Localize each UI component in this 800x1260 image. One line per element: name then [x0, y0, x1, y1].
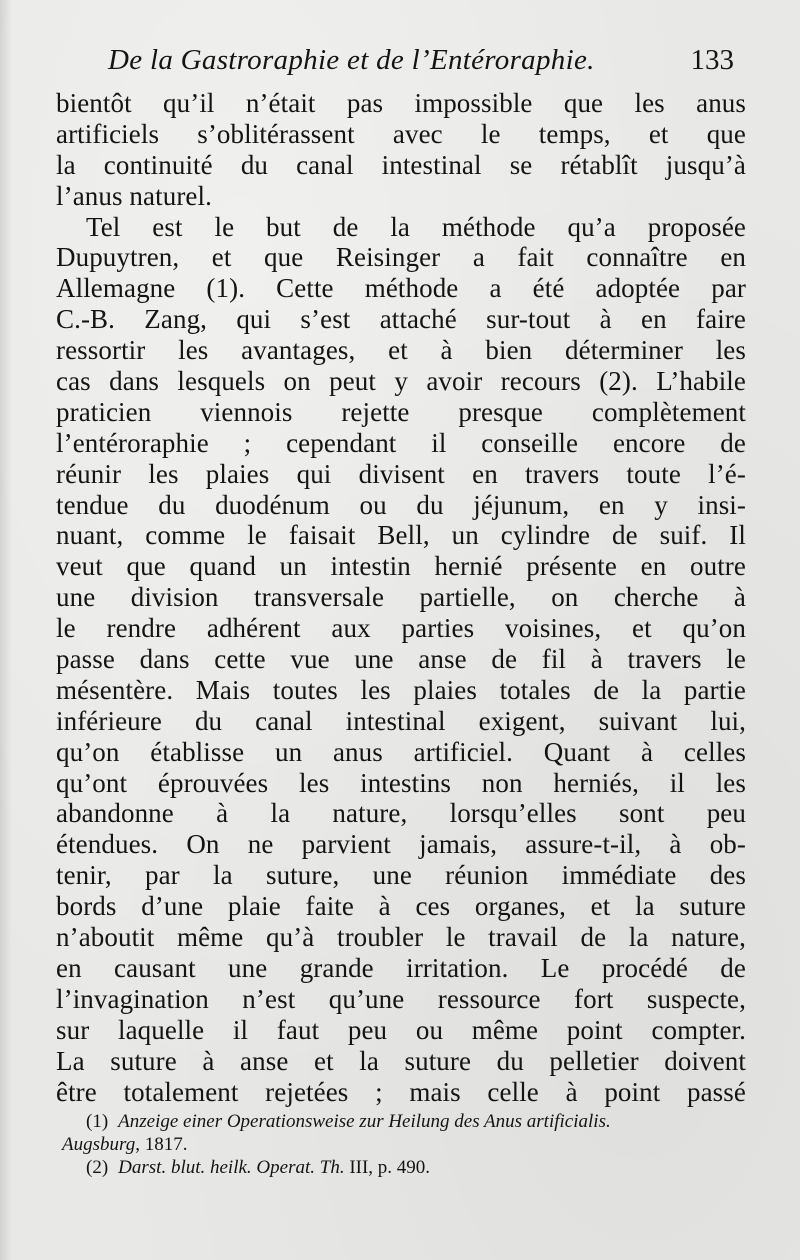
text-line: l’invagination n’est qu’une ressource fort suspecte,	[56, 983, 746, 1014]
text-line: passe dans cette vue une anse de fil à travers le	[56, 644, 746, 675]
footnote-number: (2)	[86, 1157, 109, 1178]
text-line: tendue du duodénum ou du jéjunum, en y insi-	[56, 489, 746, 520]
text-line: praticien viennois rejette presque complètement	[56, 396, 746, 427]
text-line: La suture à anse et la suture du pelletier doivent	[56, 1045, 746, 1076]
text-line: cas dans lesquels on peut y avoir recours (2). L’habile	[56, 366, 746, 397]
text-line: la continuité du canal intestinal se rétablît jusqu’à	[56, 149, 746, 180]
text-line: artificiels s’oblitérassent avec le temps, et que	[56, 118, 746, 149]
text-line: mésentère. Mais toutes les plaies totales de la partie	[56, 674, 746, 705]
body-text	[56, 88, 746, 1107]
page-number: 133	[690, 44, 734, 76]
text-line: qu’on établisse un anus artificiel. Quant à celles	[56, 736, 746, 767]
text-line: n’aboutit même qu’à troubler le travail de la nature,	[56, 922, 746, 953]
text-line: C.-B. Zang, qui s’est attaché sur-tout à en faire	[56, 304, 746, 335]
running-title: De la Gastroraphie et de l’Entéroraphie.	[108, 44, 595, 76]
text-line: le rendre adhérent aux parties voisines, et qu’on	[56, 613, 746, 644]
footnote-text: Anzeige einer Operationsweise zur Heilung des Anus artificialis.	[118, 1111, 611, 1132]
footnote-1	[86, 1110, 756, 1133]
text-line: Allemagne (1). Cette méthode a été adoptée par	[56, 273, 746, 304]
text-line: tenir, par la suture, une réunion immédiate des	[56, 860, 746, 891]
footnote-continuation-tail: , 1817.	[135, 1134, 188, 1155]
page-gutter-shadow	[0, 0, 12, 1260]
footnote-2	[86, 1156, 756, 1179]
text-line: en causant une grande irritation. Le procédé de	[56, 952, 746, 983]
text-line: sur laquelle il faut peu ou même point compter.	[56, 1014, 746, 1045]
text-line: l’entéroraphie ; cependant il conseille encore de	[56, 427, 746, 458]
text-line: être totalement rejetées ; mais celle à point passé	[56, 1076, 746, 1107]
page-header	[108, 44, 748, 84]
paragraph-start-line: Tel est le but de la méthode qu’a proposée	[86, 211, 746, 242]
footnote-1-continuation	[62, 1133, 756, 1156]
text-line: l’anus naturel.	[56, 180, 212, 211]
text-line: Dupuytren, et que Reisinger a fait connaître en	[56, 242, 746, 273]
footnote-tail: III, p. 490.	[344, 1157, 431, 1178]
text-line: nuant, comme le faisait Bell, un cylindre de suif. Il	[56, 520, 746, 551]
text-line: abandonne à la nature, lorsqu’elles sont peu	[56, 798, 746, 829]
text-line: réunir les plaies qui divisent en travers toute l’é-	[56, 458, 746, 489]
text-line: qu’ont éprouvées les intestins non herniés, il les	[56, 767, 746, 798]
footnote-number: (1)	[86, 1111, 109, 1132]
footnote-text: Darst. blut. heilk. Operat. Th.	[118, 1157, 345, 1178]
text-line: ressortir les avantages, et à bien déterminer les	[56, 335, 746, 366]
text-line: inférieure du canal intestinal exigent, suivant lui,	[56, 705, 746, 736]
text-line: bientôt qu’il n’était pas impossible que les anus	[56, 88, 746, 118]
text-line: étendues. On ne parvient jamais, assure-t-il, à ob-	[56, 829, 746, 860]
text-line: bords d’une plaie faite à ces organes, et la suture	[56, 891, 746, 922]
footnote-continuation-text: Augsburg	[62, 1134, 136, 1155]
text-line: veut que quand un intestin hernié présente en outre	[56, 551, 746, 582]
text-line: une division transversale partielle, on cherche à	[56, 582, 746, 613]
footnotes	[62, 1110, 756, 1179]
